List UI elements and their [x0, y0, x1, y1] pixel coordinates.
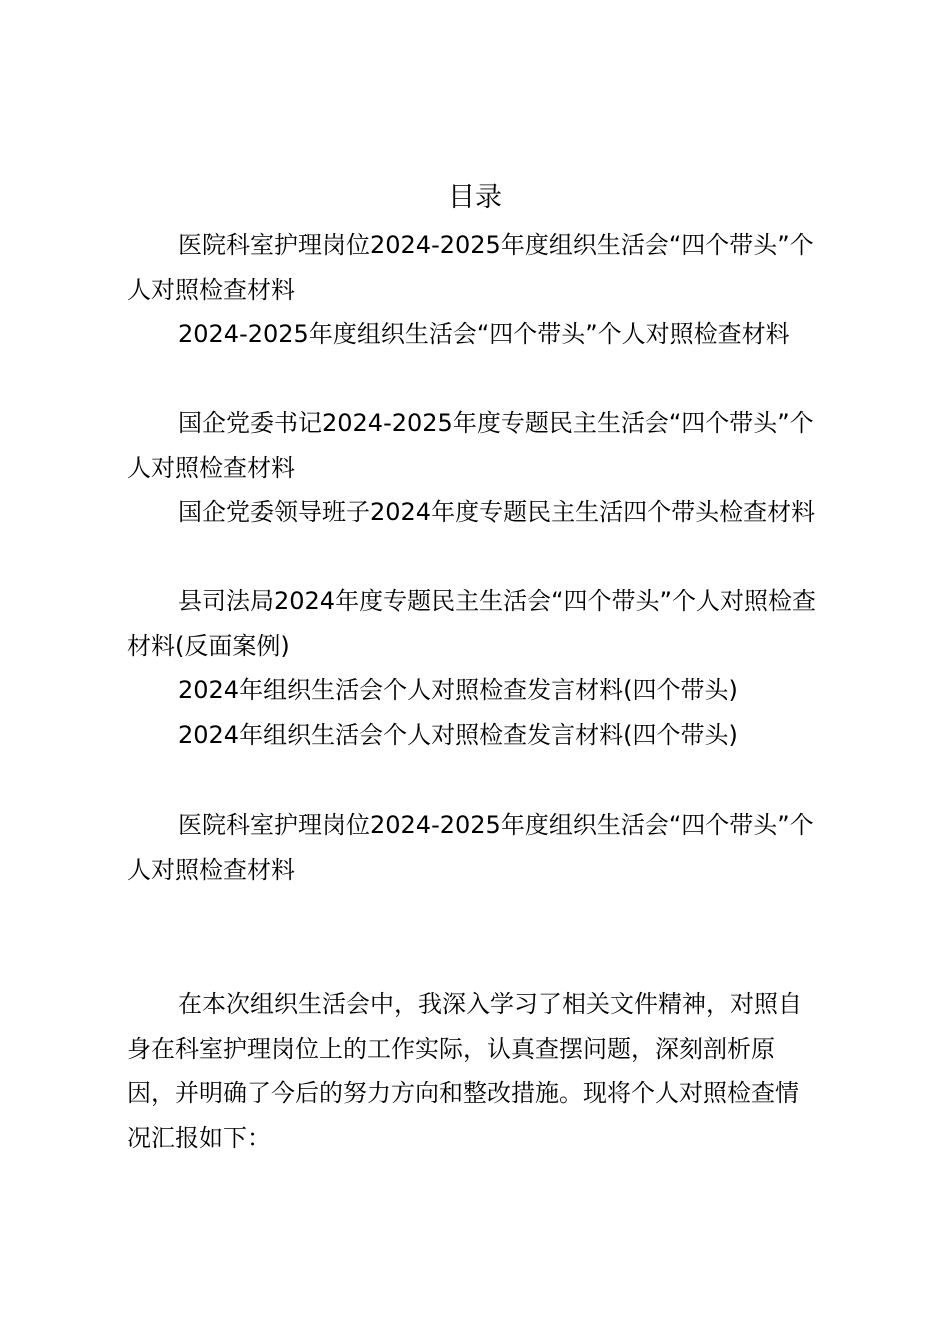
- toc-item-5: 县司法局2024年度专题民主生活会“四个带头”个人对照检查材料(反面案例): [127, 587, 816, 660]
- article-intro: 在本次组织生活会中，我深入学习了相关文件精神，对照自身在科室护理岗位上的工作实际，认真查摆问题，深刻剖析原因，并明确了今后的努力方向和整改措施。现将个人对照检查情况汇报如下：: [127, 990, 802, 1152]
- toc-item-3: 国企党委书记2024-2025年度专题民主生活会“四个带头”个人对照检查材料: [127, 409, 814, 482]
- toc-title: 目录: [448, 182, 502, 213]
- toc-item-6: 2024年组织生活会个人对照检查发言材料(四个带头): [178, 676, 738, 704]
- toc-item-1: 医院科室护理岗位2024-2025年度组织生活会“四个带头”个人对照检查材料: [127, 231, 814, 304]
- article-heading: 医院科室护理岗位2024-2025年度组织生活会“四个带头”个人对照检查材料: [127, 811, 814, 884]
- toc-item-2: 2024-2025年度组织生活会“四个带头”个人对照检查材料: [178, 320, 790, 348]
- toc-item-7: 2024年组织生活会个人对照检查发言材料(四个带头): [178, 721, 738, 749]
- toc-item-4: 国企党委领导班子2024年度专题民主生活四个带头检查材料: [178, 498, 816, 526]
